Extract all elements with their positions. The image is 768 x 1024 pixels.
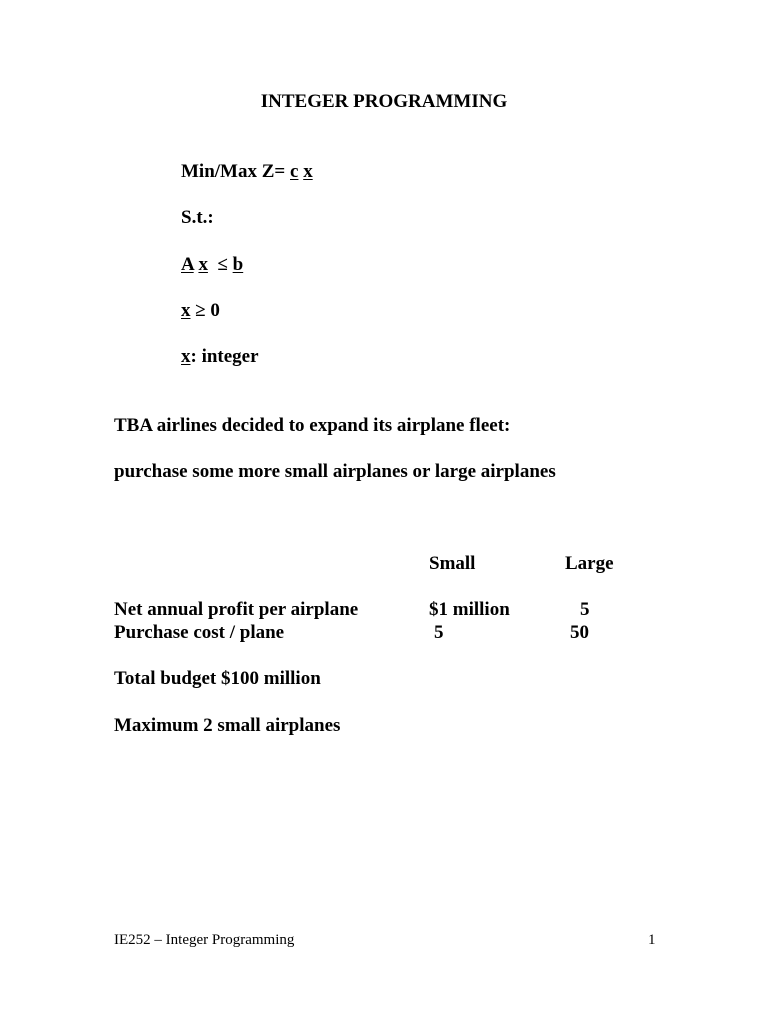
vector-x: x [181, 300, 191, 321]
objective-function [181, 160, 313, 184]
objective-prefix: Min/Max Z= [181, 161, 290, 182]
footer-page-number: 1 [648, 932, 656, 948]
problem-line-1: TBA airlines decided to expand its airplane fleet: [114, 415, 511, 436]
footer-course: IE252 – Integer Programming [114, 932, 295, 948]
nonnegativity-constraint [181, 299, 220, 323]
problem-line-2: purchase some more small airplanes or large airplanes [114, 461, 556, 482]
row-label-profit: Net annual profit per airplane [114, 599, 359, 620]
max-small-airplanes: Maximum 2 small airplanes [114, 715, 341, 736]
cell-cost-small: 5 [434, 622, 444, 643]
constraint-ax-le-b [181, 253, 243, 277]
cell-profit-large: 5 [580, 599, 590, 620]
page-title: INTEGER PROGRAMMING [260, 91, 508, 112]
cell-cost-large: 50 [570, 622, 589, 643]
vector-x: x [303, 161, 313, 182]
total-budget: Total budget $100 million [114, 668, 321, 689]
header-small: Small [429, 553, 476, 574]
integer-constraint [181, 345, 259, 369]
le-symbol: ≤ [217, 254, 228, 275]
matrix-a: A [181, 254, 194, 275]
cell-profit-small: $1 million [429, 599, 510, 620]
ge-zero: ≥ 0 [190, 300, 220, 321]
vector-b: b [232, 254, 244, 275]
vector-x: x [198, 254, 208, 275]
vector-x: x [181, 346, 191, 367]
integer-text: : integer [190, 346, 259, 367]
header-large: Large [565, 553, 614, 574]
vector-c: c [290, 161, 299, 182]
row-label-cost: Purchase cost / plane [114, 622, 285, 643]
subject-to-label: S.t.: [181, 207, 214, 228]
